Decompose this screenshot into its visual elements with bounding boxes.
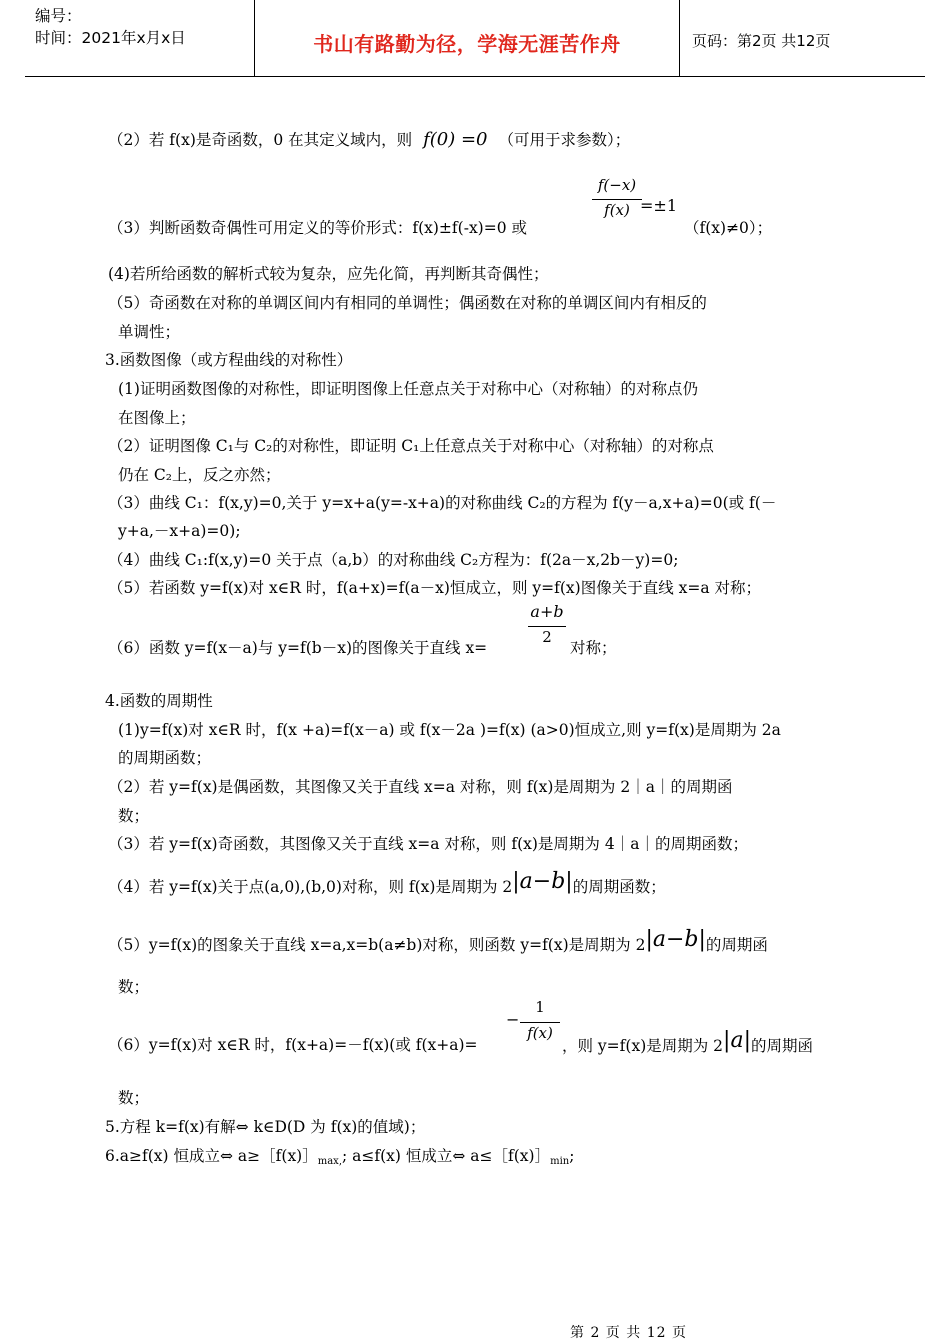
fraction-denominator: 2: [542, 628, 552, 646]
minus-sign: −: [506, 1010, 520, 1029]
s4-item2-cont: 数；: [118, 807, 150, 825]
odd-func-line: [108, 130, 630, 150]
fraction-bar: [520, 1022, 560, 1023]
monotonicity-line: （5）奇函数在对称的单调区间内有相同的单调性；偶函数在对称的单调区间内有相反的: [108, 294, 707, 312]
fx-nonzero-note: （f(x)≠0）；: [684, 219, 773, 237]
s4-item5-cont: 数；: [118, 978, 150, 996]
section-3-heading: 3.函数图像（或方程曲线的对称性）: [105, 351, 353, 369]
text: （3）判断函数奇偶性可用定义的等价形式：f(x)±f(-x)=0 或: [108, 219, 528, 237]
text: （6）函数 y=f(x－a)与 y=f(b－x)的图像关于直线 x=: [108, 639, 488, 657]
parity-equivalent-line: [108, 218, 527, 238]
text: （2）若 f(x)是奇函数，0 在其定义域内，则: [108, 131, 413, 149]
text: ，则 y=f(x)是周期为 2: [562, 1037, 724, 1055]
abs-a: |a|: [723, 1028, 751, 1053]
page-footer: 第 2 页 共 12 页: [570, 1325, 687, 1341]
header-date: 时间：2021年x月x日: [35, 29, 186, 47]
text: 的周期函: [705, 936, 768, 954]
s4-item1-cont: 的周期函数；: [118, 749, 212, 767]
s4-item6-mid: [562, 1028, 814, 1056]
text: 6.a≥f(x) 恒成立⇔ a≥［f(x)］: [105, 1147, 318, 1165]
text: ; a≤f(x) 恒成立⇔ a≤［f(x)］: [342, 1147, 551, 1165]
plus-minus-one: =±1: [640, 196, 677, 215]
header-page-cell: [680, 0, 925, 76]
s3-item2: （2）证明图像 C₁与 C₂的对称性，即证明 C₁上任意点关于对称中心（对称轴）的对称点: [108, 437, 714, 455]
fraction-bar: [592, 199, 642, 200]
abs-a-minus-b: |a−b|: [645, 927, 706, 952]
header-page-number: 页码：第2页 共12页: [692, 32, 831, 50]
s3-item2-cont: 仍在 C₂上，反之亦然；: [118, 466, 281, 484]
monotonicity-line-cont: 单调性；: [118, 323, 181, 341]
fraction-a-plus-b-over-2: [528, 602, 566, 646]
text: （可用于求参数）；: [498, 131, 631, 149]
section-5-line: 5.方程 k=f(x)有解⇔ k∈D(D 为 f(x)的值域)；: [105, 1118, 426, 1136]
s4-item1: (1)y=f(x)对 x∈R 时，f(x +a)=f(x－a) 或 f(x－2a )=f(x) (a>0)恒成立,则 y=f(x)是周期为 2a: [118, 721, 781, 739]
abs-a-minus-b: |a−b|: [512, 869, 573, 894]
text: （6）y=f(x)对 x∈R 时，f(x+a)=－f(x)(或 f(x+a)=: [108, 1036, 478, 1054]
section-4-heading: 4.函数的周期性: [105, 692, 213, 710]
fraction-numerator: f(−x): [597, 176, 637, 194]
fraction-numerator: a+b: [530, 602, 564, 621]
s3-item5: （5）若函数 y=f(x)对 x∈R 时，f(a+x)=f(a－x)恒成立，则 y=f(x)图像关于直线 x=a 对称；: [108, 579, 762, 597]
fraction-denominator: f(x): [604, 201, 630, 219]
fraction-bar: [528, 626, 566, 627]
text: （4）若 y=f(x)关于点(a,0),(b,0)对称，则 f(x)是周期为 2: [108, 878, 513, 896]
fraction-denominator: f(x): [527, 1024, 553, 1042]
text: ;: [569, 1147, 575, 1165]
s3-item3: （3）曲线 C₁：f(x,y)=0,关于 y=x+a(y=-x+a)的对称曲线 C₂的方程为 f(y－a,x+a)=0(或 f(－: [108, 494, 777, 512]
fraction-numerator: 1: [535, 998, 545, 1016]
fraction-f-neg-x-over-fx: [592, 176, 642, 219]
s3-item6-tail: 对称；: [570, 639, 617, 657]
s3-item6: [108, 638, 487, 658]
s3-item1-cont: 在图像上；: [118, 409, 196, 427]
header-motto: 书山有路勤为径，学海无涯苦作舟: [313, 32, 621, 56]
header-serial-label: 编号：: [35, 7, 82, 25]
subscript-max: max,: [317, 1156, 342, 1167]
text: 的周期函: [751, 1037, 814, 1055]
formula-f0: f(0) =0: [423, 129, 488, 150]
text: 的周期函数；: [572, 878, 666, 896]
header-motto-cell: [255, 0, 680, 76]
section-6-line: [105, 1146, 574, 1172]
header-meta: [25, 0, 255, 76]
s4-item5: [108, 927, 768, 955]
page-header: [25, 0, 925, 77]
s4-item6-cont: 数；: [118, 1089, 150, 1107]
s4-item2: （2）若 y=f(x)是偶函数，其图像又关于直线 x=a 对称，则 f(x)是周期为 2｜a｜的周期函: [108, 778, 733, 796]
s3-item4: （4）曲线 C₁:f(x,y)=0 关于点（a,b）的对称曲线 C₂方程为：f(2a－x,2b－y)=0;: [108, 551, 679, 569]
fraction-1-over-fx: [520, 998, 560, 1042]
text: （5）y=f(x)的图象关于直线 x=a,x=b(a≠b)对称，则函数 y=f(x)是周期为 2: [108, 936, 646, 954]
s3-item3-cont: y+a,－x+a)=0);: [118, 522, 241, 540]
s4-item4: [108, 869, 666, 897]
s4-item3: （3）若 y=f(x)奇函数，其图像又关于直线 x=a 对称，则 f(x)是周期为 4｜a｜的周期函数；: [108, 835, 748, 853]
subscript-min: min: [550, 1156, 570, 1167]
s4-item6: [108, 1035, 478, 1055]
s3-item1: (1)证明函数图像的对称性，即证明图像上任意点关于对称中心（对称轴）的对称点仍: [118, 380, 698, 398]
simplify-first-line: (4)若所给函数的解析式较为复杂，应先化简，再判断其奇偶性；: [108, 265, 549, 283]
